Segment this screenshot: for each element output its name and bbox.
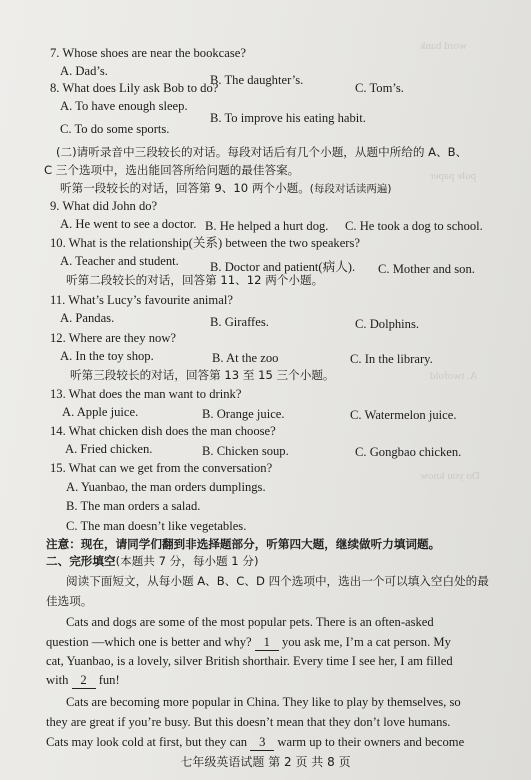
option-a: A. To have enough sleep. (60, 99, 188, 113)
option-c: C. In the library. (350, 352, 433, 366)
option-a: A. He went to see a doctor. (60, 217, 197, 231)
option-a: A. Fried chicken. (65, 442, 153, 456)
question-9-options (50, 216, 530, 232)
show-through-text: pole paper (430, 170, 477, 182)
notice-text: 注意：现在，请同学们翻到非选择题部分，听第四大题，继续做听力填词题。 (46, 537, 441, 551)
question-13-stem: 13. What does the man want to drink? (50, 387, 242, 401)
question-7-stem: 7. Whose shoes are near the bookcase? (50, 46, 246, 60)
option-b: B. Doctor and patient(病人). (210, 260, 356, 274)
blank-3: 3 (250, 734, 274, 751)
passage-line: they are great if you’re busy. But this doesn’t mean that they don’t love humans. (46, 715, 451, 729)
question-12-options (50, 348, 530, 364)
option-c: C. Watermelon juice. (350, 408, 457, 422)
show-through-text: A. twofold (430, 370, 478, 382)
question-8-option-c: C. To do some sports. (60, 122, 170, 136)
question-10-options (50, 253, 530, 276)
passage-line: Cats are becoming more popular in China. They like to play by themselves, so (66, 695, 461, 709)
instruction-line-1: 阅读下面短文，从每小题 A、B、C、D 四个选项中，选出一个可以填入空白处的最 (66, 574, 489, 588)
question-13-options (50, 404, 530, 420)
question-10-stem: 10. What is the relationship(关系) between the two speakers? (50, 236, 360, 250)
question-15-stem: 15. What can we get from the conversation? (50, 461, 273, 475)
instruction-line-2: 佳选项。 (46, 594, 93, 608)
section-2-intro-2: 听第二段较长的对话，回答第 11、12 两个小题。 (66, 273, 324, 287)
part-2-title: 二、完形填空 (46, 554, 116, 568)
question-12-stem: 12. Where are they now? (50, 331, 176, 345)
section-2-intro-1: 听第一段较长的对话，回答第 9、10 两个小题。(每段对话读两遍) (60, 181, 392, 195)
option-b: B. Giraffes. (210, 315, 269, 329)
option-a: A. Teacher and student. (60, 254, 179, 268)
question-8-stem: 8. What does Lily ask Bob to do? (50, 81, 219, 95)
option-b: B. At the zoo (212, 351, 279, 365)
option-c: C. Tom’s. (355, 81, 404, 95)
page-footer: 七年级英语试题 第 2 页 共 8 页 (180, 755, 351, 769)
question-14-options (50, 441, 530, 457)
passage-line: cat, Yuanbao, is a lovely, silver British shorthair. Every time I see her, I am filled (46, 654, 453, 668)
option-b: B. Orange juice. (202, 407, 285, 421)
section-2-intro-3: 听第三段较长的对话，回答第 13 至 15 三个小题。 (70, 368, 335, 382)
blank-1: 1 (255, 634, 279, 651)
option-b: B. Chicken soup. (202, 444, 289, 458)
option-a: A. In the toy shop. (60, 349, 154, 363)
blank-2: 2 (72, 672, 96, 689)
option-b: B. To improve his eating habit. (210, 111, 366, 125)
question-8-options (50, 98, 530, 125)
part-2-scoring: (本题共 7 分，每小题 1 分) (115, 554, 259, 568)
option-b: B. He helped a hurt dog. (205, 219, 329, 233)
section-2-title: (二)请听录音中三段较长的对话。每段对话后有几个小题，从题中所给的 A、B、 (56, 145, 468, 159)
question-14-stem: 14. What chicken dish does the man choose? (50, 424, 276, 438)
section-2-line2: C 三个选项中，选出能回答所给问题的最佳答案。 (44, 163, 300, 177)
passage-line: with 2 fun! (46, 673, 120, 687)
question-11-stem: 11. What’s Lucy’s favourite animal? (50, 293, 233, 307)
passage-line: Cats may look cold at first, but they can 3 warm up to their owners and become (46, 735, 465, 749)
section-2-note: (每段对话读两遍) (309, 183, 392, 195)
part-2-header (46, 553, 258, 569)
option-c: C. Mother and son. (378, 262, 475, 276)
passage-line: question —which one is better and why? 1 you ask me, I’m a cat person. My (46, 635, 451, 649)
question-15-option-a: A. Yuanbao, the man orders dumplings. (66, 480, 266, 494)
passage-line: Cats and dogs are some of the most popular pets. There is an often-asked (66, 615, 434, 629)
option-b: B. The daughter’s. (210, 73, 304, 87)
option-c: C. Gongbao chicken. (355, 445, 462, 459)
option-c: C. Dolphins. (355, 317, 420, 331)
question-9-stem: 9. What did John do? (50, 199, 158, 213)
question-15-option-c: C. The man doesn’t like vegetables. (66, 519, 247, 533)
show-through-text: Do you know (420, 470, 480, 482)
option-a: A. Pandas. (60, 311, 115, 325)
option-a: A. Dad’s. (60, 64, 108, 78)
question-11-options (50, 310, 530, 331)
option-a: A. Apple juice. (62, 405, 139, 419)
show-through-text: word bank (420, 40, 467, 52)
question-15-option-b: B. The man orders a salad. (66, 499, 201, 513)
option-c: C. He took a dog to school. (345, 219, 483, 233)
